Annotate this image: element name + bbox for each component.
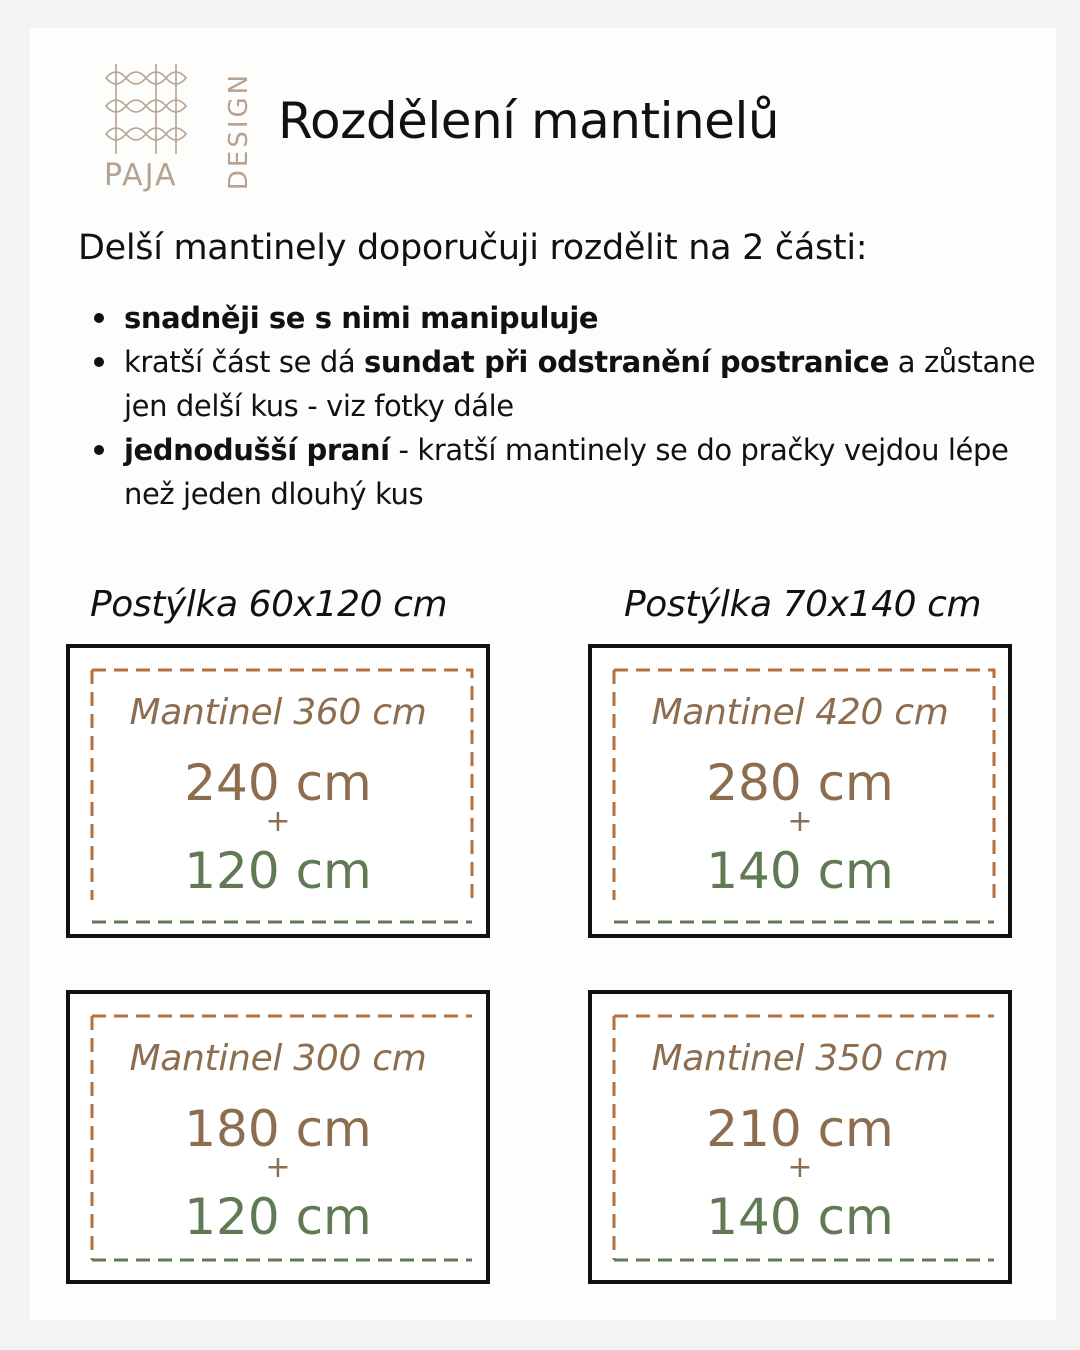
- plus-sign: +: [787, 804, 813, 839]
- list-item: [124, 428, 1044, 516]
- bumper-long-part: 240 cm: [184, 754, 372, 812]
- list-item: [124, 340, 1044, 428]
- bumper-long-part: 280 cm: [706, 754, 894, 812]
- page-title: Rozdělení mantinelů: [278, 92, 780, 150]
- bumper-short-part: 120 cm: [184, 842, 372, 900]
- bumper-box-360: [66, 644, 490, 938]
- list-item: [124, 296, 1044, 340]
- paja-design-logo: [98, 58, 254, 198]
- bumper-box-300: [66, 990, 490, 1284]
- plus-sign: +: [265, 1150, 291, 1185]
- bullet-bold: jednodušší praní: [124, 433, 390, 467]
- bullet-bold: sundat při odstranění postranice: [364, 345, 889, 379]
- bumper-short-part: 120 cm: [184, 1188, 372, 1246]
- bullet-post: a zůstane jen delší kus - viz fotky dále: [124, 345, 1036, 423]
- bullet-post: - kratší mantinely se do pračky vejdou lépe než jeden dlouhý kus: [124, 433, 1009, 511]
- bumper-box-420: [588, 644, 1012, 938]
- bumper-box-350: [588, 990, 1012, 1284]
- bullet-bold: snadněji se s nimi manipuluje: [124, 301, 599, 335]
- logo-brand-top: PAJA: [104, 158, 178, 193]
- bumper-label: Mantinel 350 cm: [651, 1038, 949, 1079]
- plus-sign: +: [265, 804, 291, 839]
- bumper-label: Mantinel 360 cm: [129, 692, 427, 733]
- bumper-short-part: 140 cm: [706, 1188, 894, 1246]
- intro-text: Delší mantinely doporučuji rozdělit na 2 části:: [78, 228, 868, 268]
- bumper-label: Mantinel 420 cm: [651, 692, 949, 733]
- bumper-long-part: 210 cm: [706, 1100, 894, 1158]
- bullet-pre: kratší část se dá: [124, 345, 365, 379]
- logo-brand-side: DESIGN: [224, 71, 254, 191]
- benefit-list: [124, 296, 1044, 516]
- crib-title-70x140: Postýlka 70x140 cm: [624, 584, 982, 625]
- bumper-label: Mantinel 300 cm: [129, 1038, 427, 1079]
- bumper-long-part: 180 cm: [184, 1100, 372, 1158]
- bumper-short-part: 140 cm: [706, 842, 894, 900]
- plus-sign: +: [787, 1150, 813, 1185]
- crib-title-60x120: Postýlka 60x120 cm: [90, 584, 448, 625]
